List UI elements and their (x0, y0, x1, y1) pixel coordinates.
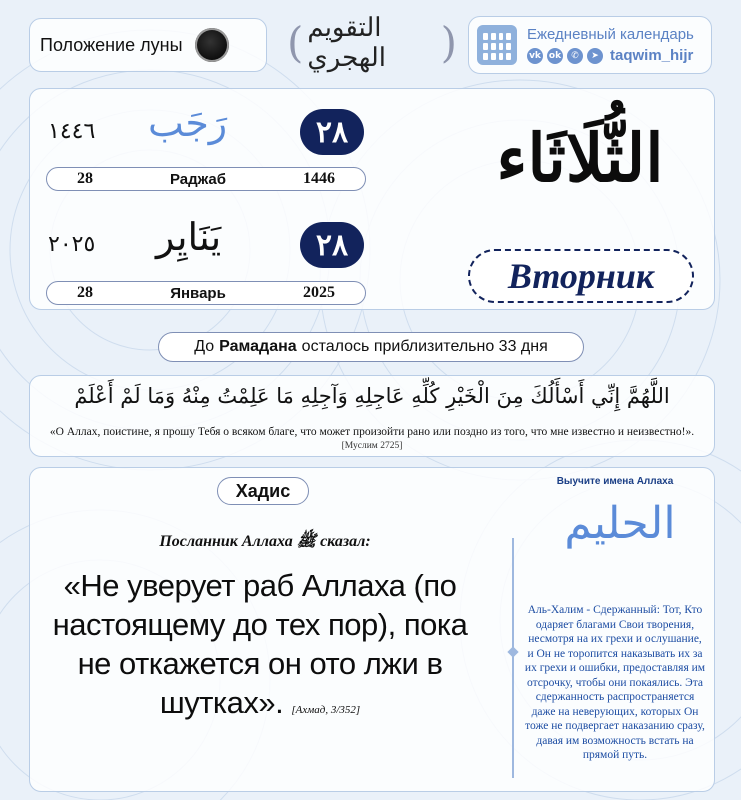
ramadan-countdown (158, 332, 584, 362)
channel-handle[interactable]: taqwim_hijr (610, 47, 694, 64)
gregorian-day: 28 (77, 284, 93, 301)
hijri-day-badge: ٢٨ (300, 109, 364, 155)
dua-panel (29, 375, 715, 457)
hijri-year: 1446 (302, 170, 335, 187)
hijri-month-arabic: رَجَب (148, 101, 228, 145)
hadith-text-block (45, 566, 475, 730)
gregorian-month: Январь (170, 284, 226, 302)
hadith-source: [Ахмад, 3/352] (291, 704, 361, 716)
telegram-icon[interactable]: ➤ (587, 48, 603, 64)
dua-source: [Муслим 2725] (341, 441, 403, 451)
hadith-intro: Посланник Аллаха ﷺ сказал: (159, 533, 371, 550)
gregorian-year: 2025 (303, 284, 335, 301)
hadith-panel (29, 467, 715, 792)
whatsapp-icon[interactable]: ✆ (567, 48, 583, 64)
weekday-arabic: الثُّلَاثَاء (496, 119, 664, 197)
ramadan-name: Рамадана (219, 338, 297, 355)
date-panel (29, 88, 715, 310)
gregorian-year-arabic: ٢٠٢٥ (48, 232, 96, 257)
calendar-icon (477, 25, 517, 65)
gregorian-date-pill (46, 281, 366, 305)
moon-phase-label: Положение луны (40, 34, 183, 55)
gregorian-month-arabic: يَنَايِر (156, 215, 222, 259)
daily-calendar-panel (468, 16, 712, 74)
hijri-day: 28 (77, 170, 93, 187)
hijri-date-pill (46, 167, 366, 191)
hijri-month: Раджаб (169, 170, 227, 188)
dua-translation: «О Аллах, поистине, я прошу Тебя о всяком благе, что может произойти рано или поздно из того, что мне известно и неизвестно!». (49, 426, 695, 438)
gregorian-day-badge: ٢٨ (300, 222, 364, 268)
name-of-allah-arabic: الحليم (564, 498, 676, 549)
moon-phase-panel (29, 18, 267, 72)
logo-left-bracket-icon: ( (287, 18, 304, 67)
ramadan-prefix: До (194, 338, 215, 355)
moon-icon (195, 28, 229, 62)
hadith-text: «Не уверует раб Аллаха (по настоящему до тех пор), пока не откажется он ото лжи в шутках». (52, 568, 468, 720)
calendar-title: Ежедневный календарь (527, 26, 694, 43)
logo-right-bracket-icon: ) (440, 18, 457, 67)
name-of-allah-description: Аль-Халим - Сдержанный: Тот, Кто одаряет благами Свои творения, несмотря на их грехи и ослушание, и Он не торопится наказывать их за их грехи и ошибки, предоставляя им отсрочку, чтобы они покаялись. Эта сдержанность распространяется даже на неверующих, которых Он тоже не подвергает наказанию сразу, давая им возможность встать на прямой путь. (524, 604, 706, 761)
weekday-russian: Вторник (468, 249, 694, 303)
hijri-year-arabic: ١٤٤٦ (48, 119, 96, 144)
names-of-allah-title: Выучите имена Аллаха (556, 476, 674, 487)
hadith-label: Хадис (217, 477, 309, 505)
logo (287, 14, 457, 72)
dua-arabic: اللَّهُمَّ إِنِّي أَسْأَلُكَ مِنَ الْخَيْرِ كُلِّهِ عَاجِلِهِ وَآجِلِهِ مَا عَلِمْتُ مِنْهُ وَمَا لَمْ أَعْلَمْ (74, 384, 670, 408)
vk-icon[interactable]: vk (527, 48, 543, 64)
logo-text: التقويم الهجري (307, 13, 386, 73)
dua-translation-block (38, 426, 706, 453)
ramadan-suffix: осталось приблизительно 33 дня (301, 338, 548, 355)
ok-icon[interactable]: ok (547, 48, 563, 64)
